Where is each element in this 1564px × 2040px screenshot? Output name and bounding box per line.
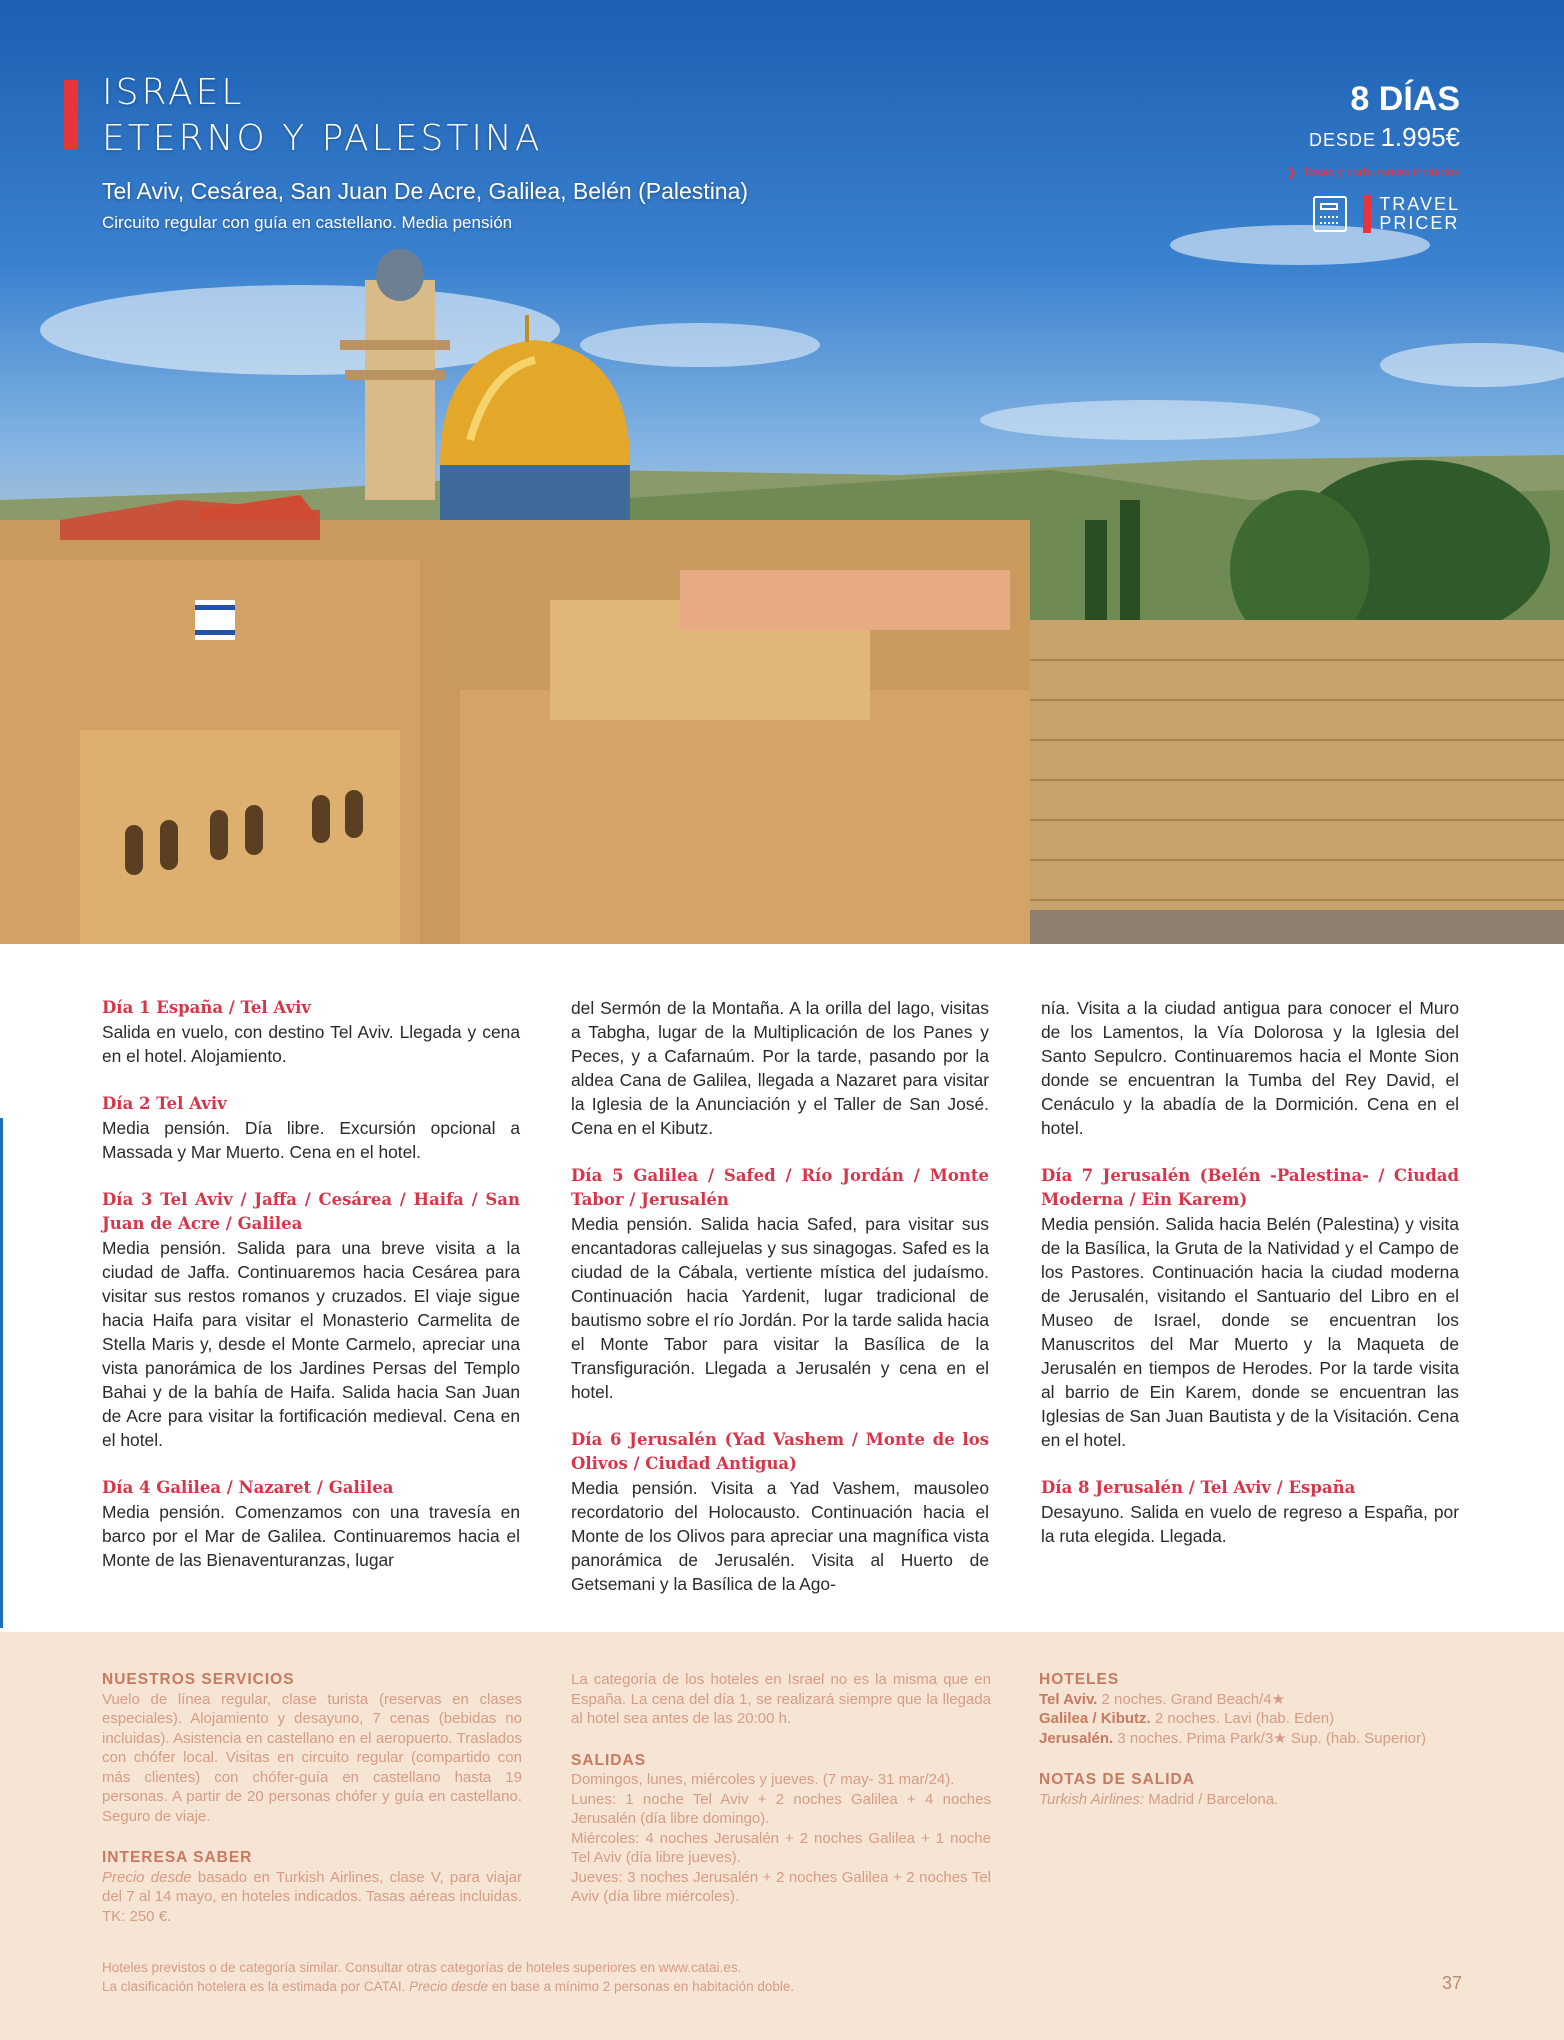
info-column-2	[571, 1670, 991, 1929]
interesa-block	[102, 1848, 522, 1926]
notas-block	[1039, 1770, 1459, 1809]
trip-description: Circuito regular con guía en castellano. Media pensión	[102, 213, 513, 232]
services-block	[102, 1670, 522, 1826]
day-body: Media pensión. Día libre. Excursión opcional a Massada y Mar Muerto. Cena en el hotel.	[102, 1118, 520, 1162]
footer-line1: Hoteles previstos o de categoría similar. Consultar otras categorías de hoteles superiores en www.catai.es.	[102, 1960, 742, 1975]
footer-line2-italic: Precio desde	[409, 1979, 488, 1994]
salidas-line: Lunes: 1 noche Tel Aviv + 2 noches Galilea + 4 noches Jerusalén (día libre domingo).	[571, 1790, 991, 1827]
day-title: Día 4 Galilea / Nazaret / Galilea	[102, 1478, 394, 1497]
chevron-right-icon: ❯	[1286, 165, 1297, 179]
notas-heading: NOTAS DE SALIDA	[1039, 1771, 1195, 1788]
day-title: Día 2 Tel Aviv	[102, 1094, 227, 1113]
pricer-text	[1379, 195, 1460, 233]
price-value: 1.995€	[1380, 122, 1460, 152]
day-7	[1041, 1164, 1459, 1452]
notas-body	[1039, 1790, 1459, 1810]
day-title: Día 1 España / Tel Aviv	[102, 998, 312, 1017]
day-body: Media pensión. Salida hacia Belén (Palestina) y visita de la Basílica, la Gruta de la Natividad y el Campo de los Pastores. Continuación hacia la ciudad moderna de Jerusalén, visitando el Santuario del Libro en el Museo de Israel, donde se encuentran los Manuscritos del Mar Muerto y la Maqueta de Jerusalén en tiempos de Herodes. Por la tarde visita al barrio de Ein Karem, donde se encuentran las Iglesias de San Juan Bautista y de la Visitación. Cena en el hotel.	[1041, 1214, 1459, 1450]
day-title: Día 8 Jerusalén / Tel Aviv / España	[1041, 1478, 1356, 1497]
day-body: Media pensión. Comenzamos con una travesía en barco por el Mar de Galilea. Continuaremos hacia el Monte de las Bienaventuranzas, lugar	[102, 1502, 520, 1570]
day-body: del Sermón de la Montaña. A la orilla del lago, visitas a Tabgha, lugar de la Multiplicación de los Panes y Peces, y a Cafarnaúm. Por la tarde, pasando por la aldea Cana de Galilea, llegada a Nazaret para visitar la Iglesia de la Anunciación y el Taller de San José. Cena en el Kibutz.	[571, 998, 989, 1138]
pricer-accent-bar	[1363, 195, 1371, 233]
day-body: Media pensión. Salida hacia Safed, para visitar sus encantadoras callejuelas y sus sinagogas. Safed es la ciudad de la Cábala, vertiente mística del judaísmo. Continuación hacia Yardenit, lugar tradicional de bautismo sobre el río Jordán. Por la tarde salida hacia el Monte Tabor para visitar la Basílica de la Transfiguración. Llegada a Jerusalén y cena en el hotel.	[571, 1214, 989, 1402]
trip-price	[1309, 122, 1460, 153]
hoteles-block	[1039, 1670, 1459, 1748]
day-4-continued	[571, 996, 989, 1140]
interesa-body	[102, 1868, 522, 1927]
hotel-city: Jerusalén.	[1039, 1729, 1114, 1747]
hero-photo	[0, 0, 1564, 944]
page-edge-mark	[0, 1118, 3, 1628]
day-body: nía. Visita a la ciudad antigua para conocer el Muro de los Lamentos, la Vía Dolorosa y la Iglesia del Santo Sepulcro. Continuaremos hacia el Monte Sion donde se encuentran la Tumba del Rey David, el Cenáculo y la abadía de la Dormición. Cena en el hotel.	[1041, 998, 1459, 1138]
title-accent-bar	[64, 80, 78, 150]
hotel-detail: 2 noches. Grand Beach/4★	[1097, 1690, 1286, 1708]
day-8	[1041, 1476, 1459, 1548]
day-5	[571, 1164, 989, 1404]
taxes-note: Tasas y carburantes incluidos	[1302, 165, 1460, 179]
hotel-city: Galilea / Kibutz.	[1039, 1710, 1151, 1727]
pricer-line2: PRICER	[1379, 213, 1460, 233]
day-body: Desayuno. Salida en vuelo de regreso a España, por la ruta elegida. Llegada.	[1041, 1502, 1459, 1546]
services-heading: NUESTROS SERVICIOS	[102, 1671, 295, 1688]
day-body: Media pensión. Visita a Yad Vashem, mausoleo recordatorio del Holocausto. Continuación hacia el Monte de los Olivos para apreciar una magnífica vista panorámica de Jerusalén. Visita al Huerto de Getsemani y la Basílica de la Ago-	[571, 1478, 989, 1594]
travel-pricer-logo[interactable]	[1313, 195, 1460, 233]
day-4	[102, 1476, 520, 1572]
hotel-category-note: La categoría de los hoteles en Israel no es la misma que en España. La cena del día 1, se realizará siempre que la llegada al hotel sea antes de las 20:00 h.	[571, 1671, 991, 1727]
salidas-heading: SALIDAS	[571, 1751, 647, 1769]
taxes-link[interactable]	[1287, 165, 1460, 179]
itinerary-column-1	[102, 996, 520, 1596]
price-label: DESDE	[1309, 130, 1377, 150]
trip-duration: 8 DÍAS	[1350, 80, 1460, 118]
hotel-city: Tel Aviv.	[1039, 1690, 1098, 1708]
footer-line2-b: en base a mínimo 2 personas en habitación doble.	[487, 1979, 795, 1994]
info-column-3	[1039, 1670, 1459, 1831]
services-body: Vuelo de línea regular, clase turista (reservas en clases especiales). Alojamiento y desayuno, 7 cenas (bebidas no incluidas). Asistencia en castellano en el aeropuerto. Traslados con chófer local. Visitas en circuito regular (compartido con más clientes) con chófer-guía en castellano hasta 19 personas. A partir de 20 personas chófer y guía en castellano. Seguro de viaje.	[102, 1690, 522, 1825]
itinerary-column-2	[571, 996, 989, 1620]
salidas-line: Domingos, lunes, miércoles y jueves. (7 may- 31 mar/24).	[571, 1771, 955, 1788]
day-body: Media pensión. Salida para una breve visita a la ciudad de Jaffa. Continuaremos hacia Cesárea para visitar sus restos romanos y cruzados. El viaje sigue hacia Haifa para visitar el Monasterio Carmelita de Stella Maris y, desde el Monte Carmelo, apreciar una vista panorámica de los Jardines Persas del Templo Bahai y de la bahía de Haifa. Salida hacia San Juan de Acre para visitar la fortificación medieval. Cena en el hotel.	[102, 1238, 520, 1450]
day-title: Día 7 Jerusalén (Belén -Palestina- / Ciudad Moderna / Ein Karem)	[1041, 1166, 1459, 1209]
trip-title-line2: ETERNO Y PALESTINA	[102, 118, 543, 159]
day-2	[102, 1092, 520, 1164]
day-title: Día 6 Jerusalén (Yad Vashem / Monte de los Olivos / Ciudad Antigua)	[571, 1430, 989, 1473]
hotel-detail: 3 noches. Prima Park/3★ Sup. (hab. Superior)	[1113, 1729, 1426, 1747]
footer-line2	[102, 1977, 794, 1996]
salidas-line: Jueves: 3 noches Jerusalén + 2 noches Galilea + 2 noches Tel Aviv (día libre miércoles).	[571, 1868, 991, 1905]
trip-title	[102, 70, 543, 162]
hotel-item	[1039, 1690, 1459, 1710]
notas-airline: Turkish Airlines:	[1039, 1790, 1145, 1808]
hotel-item	[1039, 1729, 1459, 1749]
hoteles-heading: HOTELES	[1039, 1671, 1120, 1688]
hotel-item	[1039, 1709, 1459, 1729]
footer-notes	[102, 1958, 794, 1996]
day-6	[571, 1428, 989, 1596]
day-title: Día 3 Tel Aviv / Jaffa / Cesárea / Haifa / San Juan de Acre / Galilea	[102, 1190, 520, 1233]
interesa-text: basado en Turkish Airlines, clase V, para viajar del 7 al 14 mayo, en hoteles indicados. Tasas aéreas incluidas. TK: 250 €.	[102, 1868, 522, 1925]
info-column-1	[102, 1670, 522, 1948]
calculator-icon	[1313, 196, 1347, 232]
pricer-line1: TRAVEL	[1379, 194, 1460, 214]
day-3	[102, 1188, 520, 1452]
page-number: 37	[1441, 1973, 1462, 1993]
interesa-heading: INTERESA SABER	[102, 1849, 253, 1866]
trip-title-line1: ISRAEL	[102, 72, 245, 113]
notas-text: Madrid / Barcelona.	[1144, 1790, 1279, 1808]
day-6-continued	[1041, 996, 1459, 1140]
itinerary-column-3	[1041, 996, 1459, 1572]
interesa-italic: Precio desde	[102, 1868, 192, 1886]
salidas-block	[571, 1751, 991, 1907]
footer-line2-a: La clasificación hotelera es la estimada por CATAI.	[102, 1979, 410, 1994]
day-body: Salida en vuelo, con destino Tel Aviv. Llegada y cena en el hotel. Alojamiento.	[102, 1022, 520, 1066]
day-title: Día 5 Galilea / Safed / Río Jordán / Monte Tabor / Jerusalén	[571, 1166, 989, 1209]
salidas-line: Miércoles: 4 noches Jerusalén + 2 noches Galilea + 1 noche Tel Aviv (día libre jueves).	[571, 1829, 991, 1866]
trip-route: Tel Aviv, Cesárea, San Juan De Acre, Galilea, Belén (Palestina)	[102, 178, 749, 204]
day-1	[102, 996, 520, 1068]
hotel-detail: 2 noches. Lavi (hab. Eden)	[1150, 1710, 1335, 1727]
